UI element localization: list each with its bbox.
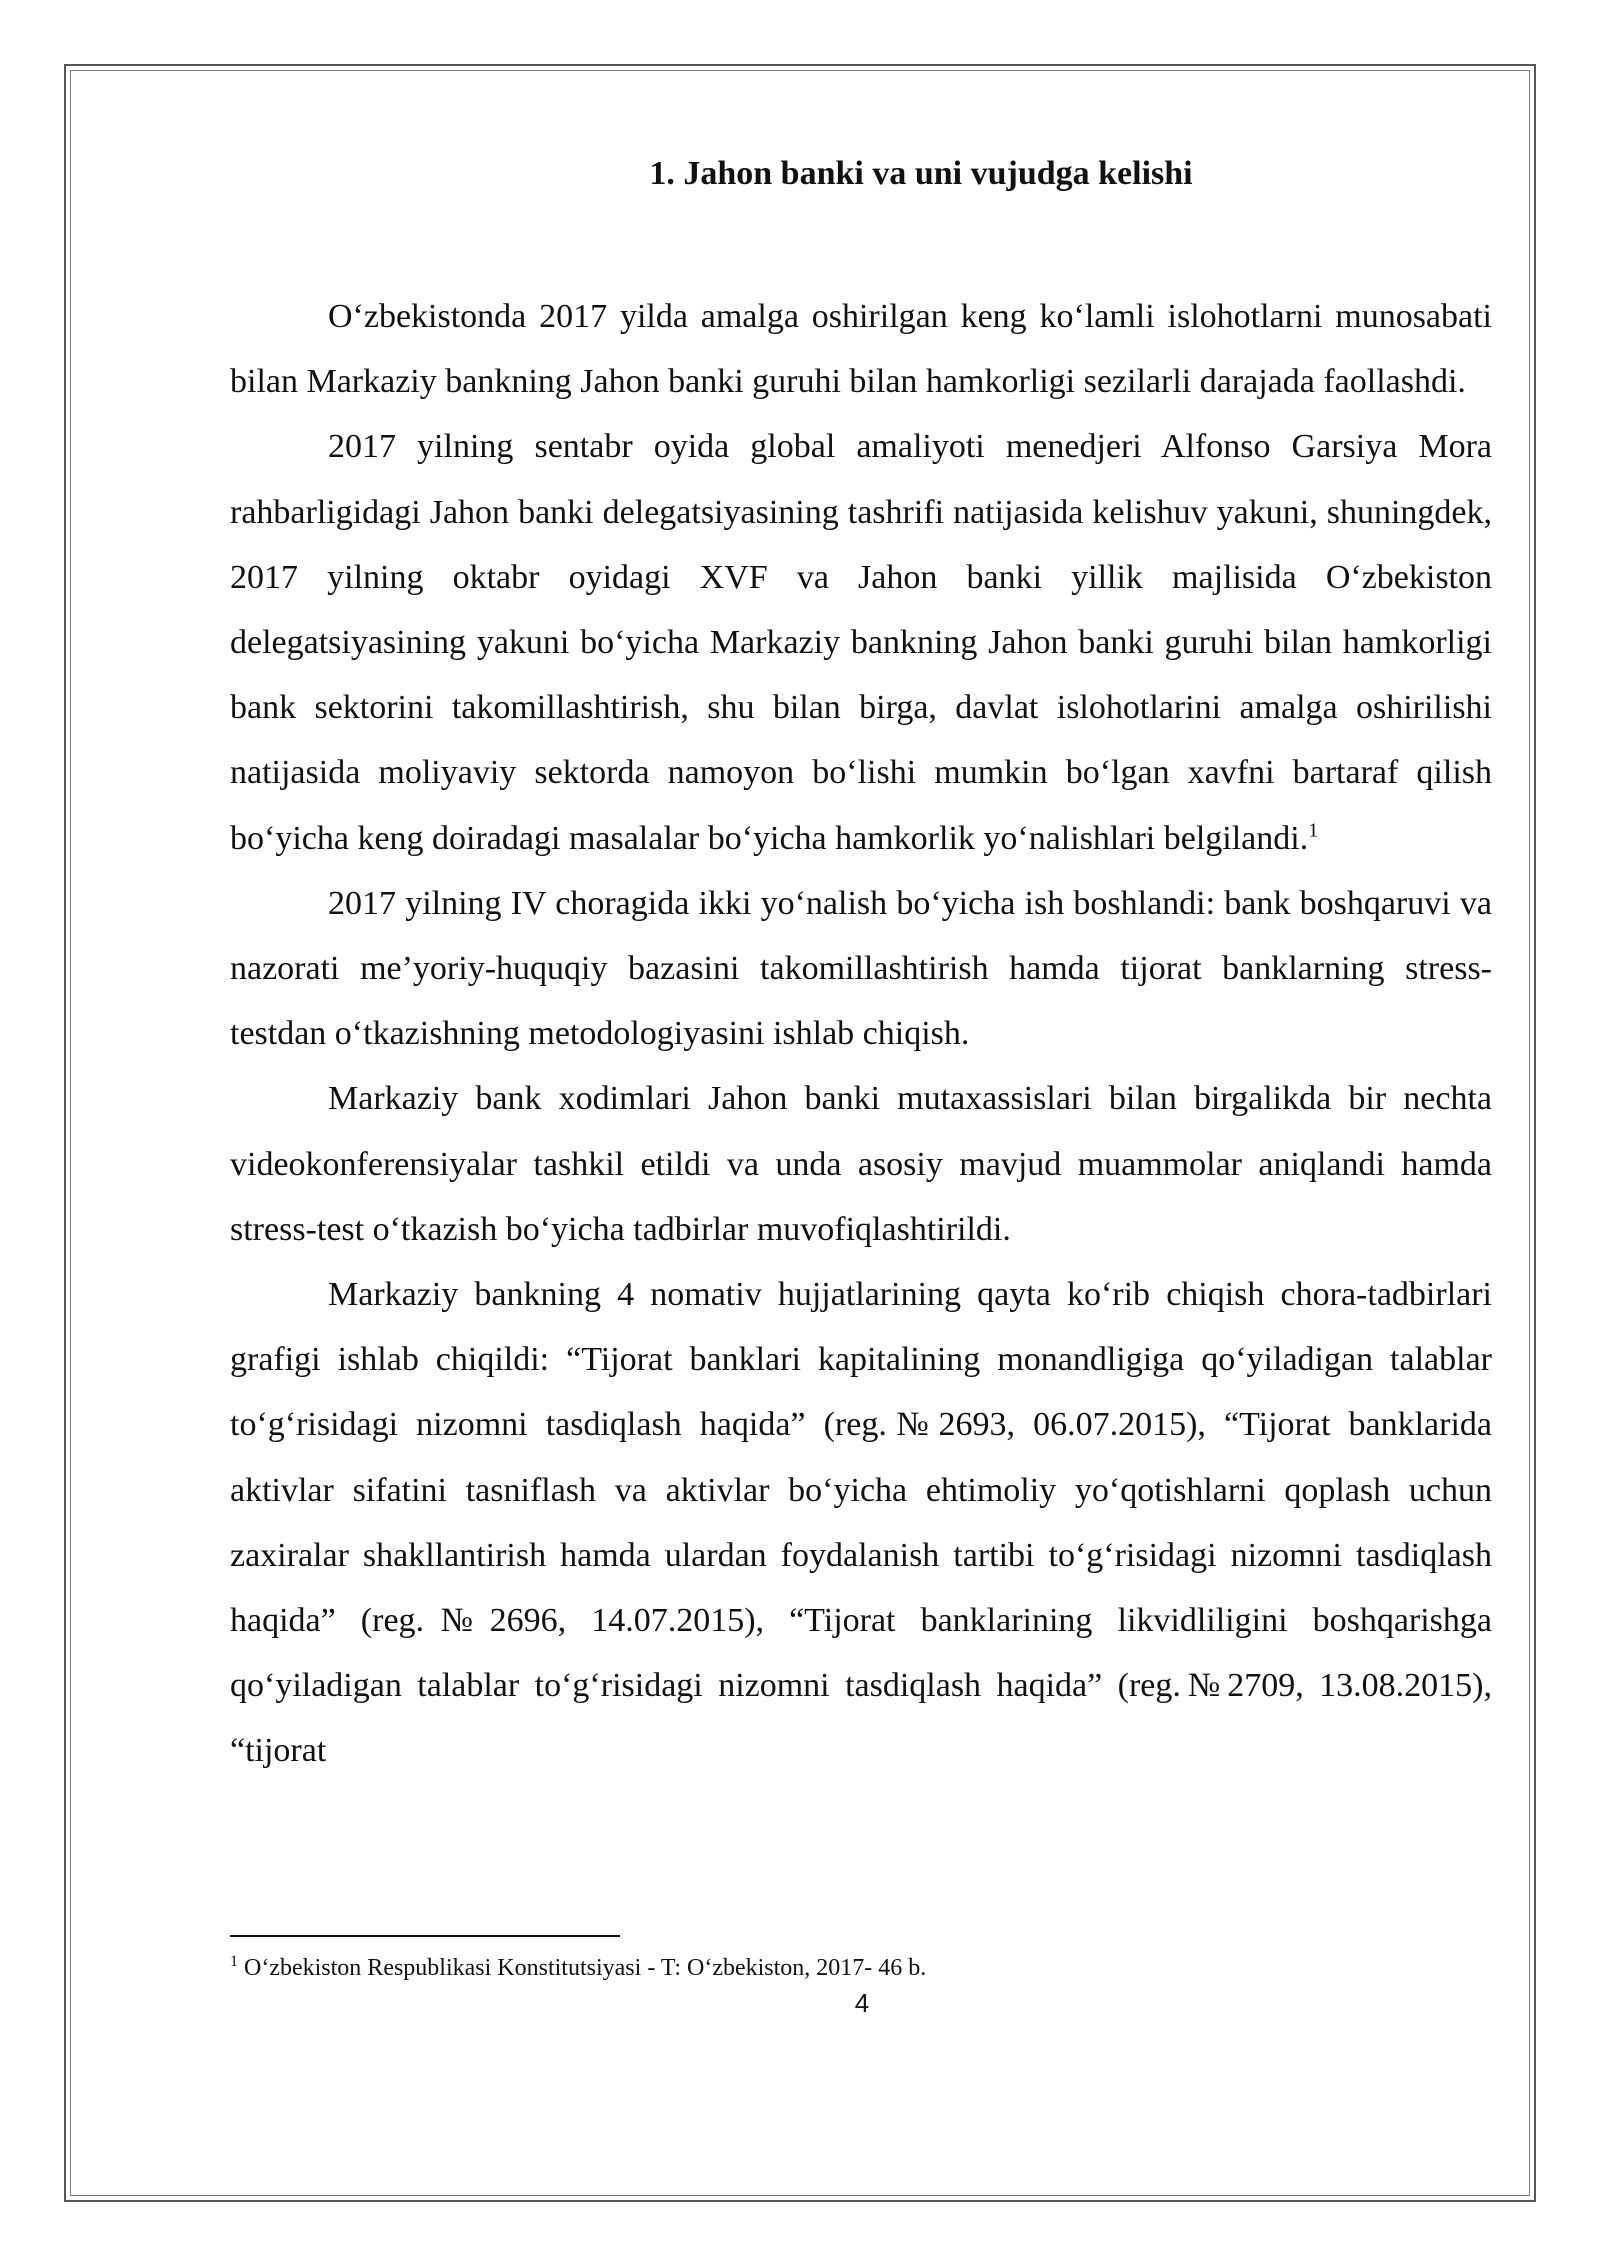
paragraph-3: 2017 yilning IV choragida ikki yo‘nalish bo‘yicha ish boshlandi: bank boshqaruvi va nazorati me’yoriy-huquqiy bazasini takomillashtirish hamda tijorat banklarning stress-testdan o‘tkazishning metodologiyasini ishlab chiqish. [230,884,1492,1053]
footnote-text: O‘zbekiston Respublikasi Konstitutsiyasi - T: O‘zbekiston, 2017- 46 b. [238,1955,927,1981]
paragraph-2-text: 2017 yilning sentabr oyida global amaliyoti menedjeri Alfonso Garsiya Mora rahbarligidagi Jahon banki delegatsiyasining tashrifi natijasida kelishuv yakuni, shuningdek, 2017 yilning oktabr oyidagi XVF va Jahon banki yillik majlisida O‘zbekiston delegatsiyasining yakuni bo‘yicha Markaziy bankning Jahon banki guruhi bilan hamkorligi bank sektorini takomillashtirish, shu bilan birga, davlat islohotlarini amalga oshirilishi natijasida moliyaviy sektorda namoyon bo‘lishi mumkin bo‘lgan xavfni bartaraf qilish bo‘yicha keng doiradagi masalalar bo‘yicha hamkorlik yo‘nalishlari belgilandi. [230,428,1492,857]
footnote-marker: 1 [230,1953,238,1970]
page-number: 4 [854,1988,870,2018]
paragraph-2 [230,414,1492,870]
paragraph-1: O‘zbekistonda 2017 yilda amalga oshirilgan keng ko‘lamli islohotlarni munosabati bilan Markaziy bankning Jahon banki guruhi bilan hamkorligi sezilarli darajada faollashdi. [230,298,1492,401]
footnote-reference[interactable]: 1 [1308,819,1319,842]
body-text [230,284,1492,1784]
section-title: 1. Jahon banki va uni vujudga kelishi [649,155,1193,192]
footnote [230,1953,926,1983]
paragraph-5: Markaziy bankning 4 nomativ hujjatlarining qayta ko‘rib chiqish chora-tadbirlari grafigi ishlab chiqildi: “Tijorat banklari kapitalining monandligiga qo‘yiladigan talablar to‘g‘risidagi nizomni tasdiqlash haqida” (reg.№2693, 06.07.2015), “Tijorat banklarida aktivlar sifatini tasniflash va aktivlar bo‘yicha ehtimoliy yo‘qotishlarni qoplash uchun zaxiralar shakllantirish hamda ulardan foydalanish tartibi to‘g‘risidagi nizomni tasdiqlash haqida” (reg.№2696, 14.07.2015), “Tijorat banklarining likvidliligini boshqarishga qo‘yiladigan talablar to‘g‘risidagi nizomni tasdiqlash haqida” (reg.№2709, 13.08.2015), “tijorat [230,1276,1492,1770]
paragraph-4: Markaziy bank xodimlari Jahon banki mutaxassislari bilan birgalikda bir nechta videokonferensiyalar tashkil etildi va unda asosiy mavjud muammolar aniqlandi hamda stress-test o‘tkazish bo‘yicha tadbirlar muvofiqlashtirildi. [230,1080,1492,1248]
footnote-separator [230,1935,620,1937]
